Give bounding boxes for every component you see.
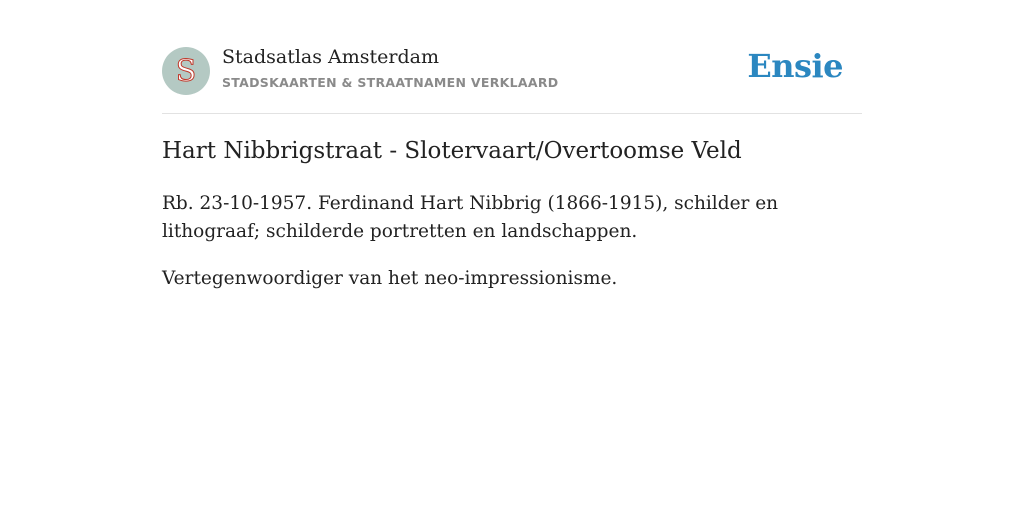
site-subtitle: STADSKAARTEN & STRAATNAMEN VERKLAARD <box>222 75 559 90</box>
article-paragraph: Vertegenwoordiger van het neo-impressionisme. <box>162 268 618 289</box>
brand-logo[interactable]: Ensie <box>747 47 843 85</box>
page-title: Hart Nibbrigstraat - Slotervaart/Overtoomse Veld <box>162 138 742 164</box>
site-title[interactable]: Stadsatlas Amsterdam <box>222 46 440 68</box>
avatar-letter: S <box>175 54 197 89</box>
page <box>162 0 862 289</box>
avatar[interactable] <box>162 47 210 95</box>
article-paragraph: Rb. 23-10-1957. Ferdinand Hart Nibbrig (1866-1915), schilder en lithograaf; schilderde portretten en landschappen. <box>162 193 779 242</box>
header <box>162 0 862 114</box>
